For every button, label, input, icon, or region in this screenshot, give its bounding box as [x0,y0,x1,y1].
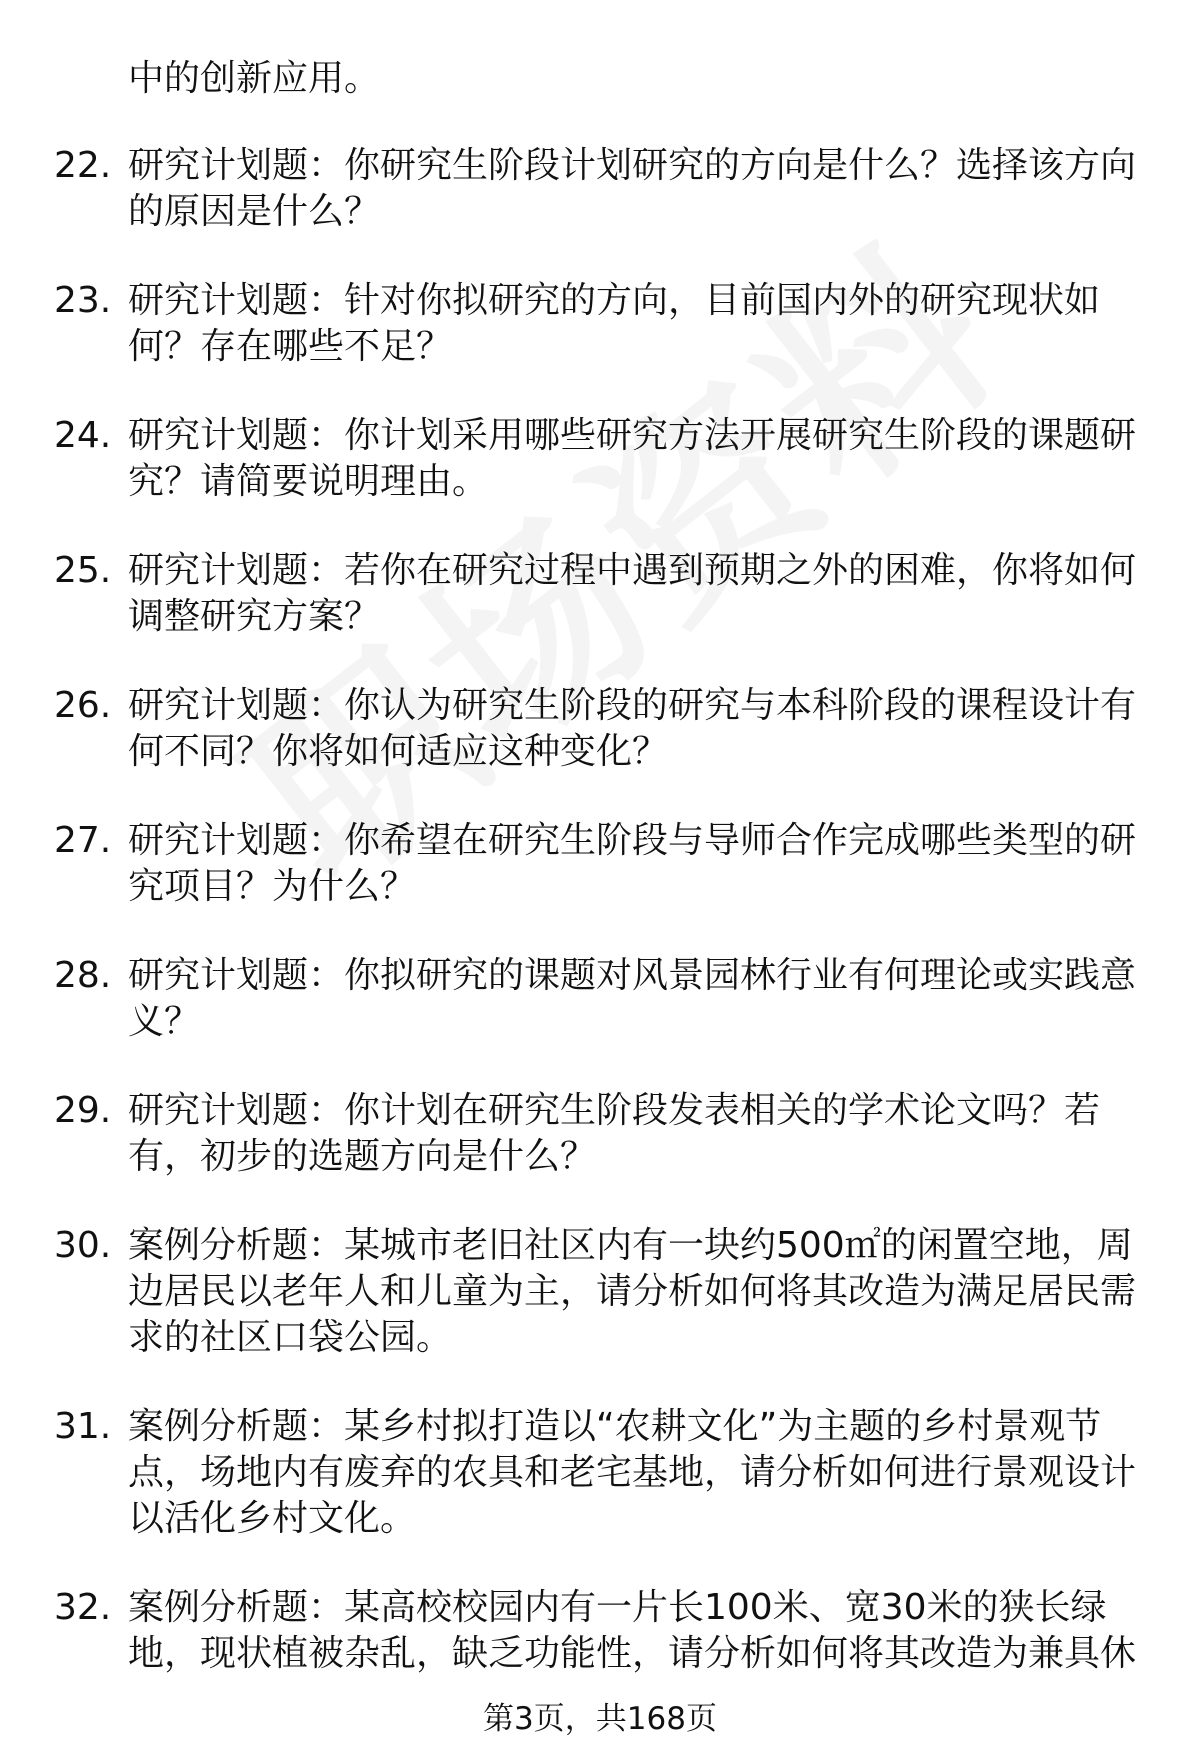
question-number: 29. [54,1090,112,1131]
list-item [0,1088,1200,1180]
question-text: 研究计划题：若你在研究过程中遇到预期之外的困难，你将如何调整研究方案？ [128,550,1137,637]
question-number: 30. [54,1225,112,1266]
question-text: 研究计划题：你计划采用哪些研究方法开展研究生阶段的课题研究？请简要说明理由。 [128,415,1137,502]
question-number: 25. [54,550,112,591]
question-text: 研究计划题：你研究生阶段计划研究的方向是什么？选择该方向的原因是什么？ [128,145,1137,232]
question-number: 23. [54,280,112,321]
list-item [0,278,1200,370]
continuation-text: 中的创新应用。 [128,58,381,99]
list-item [0,683,1200,775]
question-text: 研究计划题：针对你拟研究的方向，目前国内外的研究现状如何？存在哪些不足？ [128,280,1101,367]
question-number: 22. [54,145,112,186]
list-item [0,818,1200,910]
question-list [0,143,1200,1720]
question-text: 研究计划题：你拟研究的课题对风景园林行业有何理论或实践意义？ [128,955,1137,1042]
question-number: 27. [54,820,112,861]
list-item [0,1585,1200,1677]
question-number: 31. [54,1406,112,1447]
question-number: 28. [54,955,112,996]
question-text: 研究计划题：你希望在研究生阶段与导师合作完成哪些类型的研究项目？为什么？ [128,820,1137,907]
list-item [0,1404,1200,1542]
question-text: 案例分析题：某高校校园内有一片长100米、宽30米的狭长绿地，现状植被杂乱，缺乏功能性，请分析如何将其改造为兼具休 [128,1587,1137,1674]
question-text: 研究计划题：你计划在研究生阶段发表相关的学术论文吗？若有，初步的选题方向是什么？ [128,1090,1101,1177]
question-text: 案例分析题：某乡村拟打造以“农耕文化”为主题的乡村景观节点，场地内有废弃的农具和老宅基地，请分析如何进行景观设计以活化乡村文化。 [128,1406,1137,1539]
question-number: 32. [54,1587,112,1628]
list-item [0,143,1200,235]
question-number: 26. [54,685,112,726]
list-item [0,413,1200,505]
list-item [0,953,1200,1045]
page-number-footer: 第3页，共168页 [483,1701,717,1737]
question-number: 24. [54,415,112,456]
question-text: 研究计划题：你认为研究生阶段的研究与本科阶段的课程设计有何不同？你将如何适应这种变化？ [128,685,1137,772]
question-text: 案例分析题：某城市老旧社区内有一块约500㎡的闲置空地，周边居民以老年人和儿童为主，请分析如何将其改造为满足居民需求的社区口袋公园。 [128,1225,1137,1358]
list-item [0,548,1200,640]
list-item [0,1223,1200,1361]
